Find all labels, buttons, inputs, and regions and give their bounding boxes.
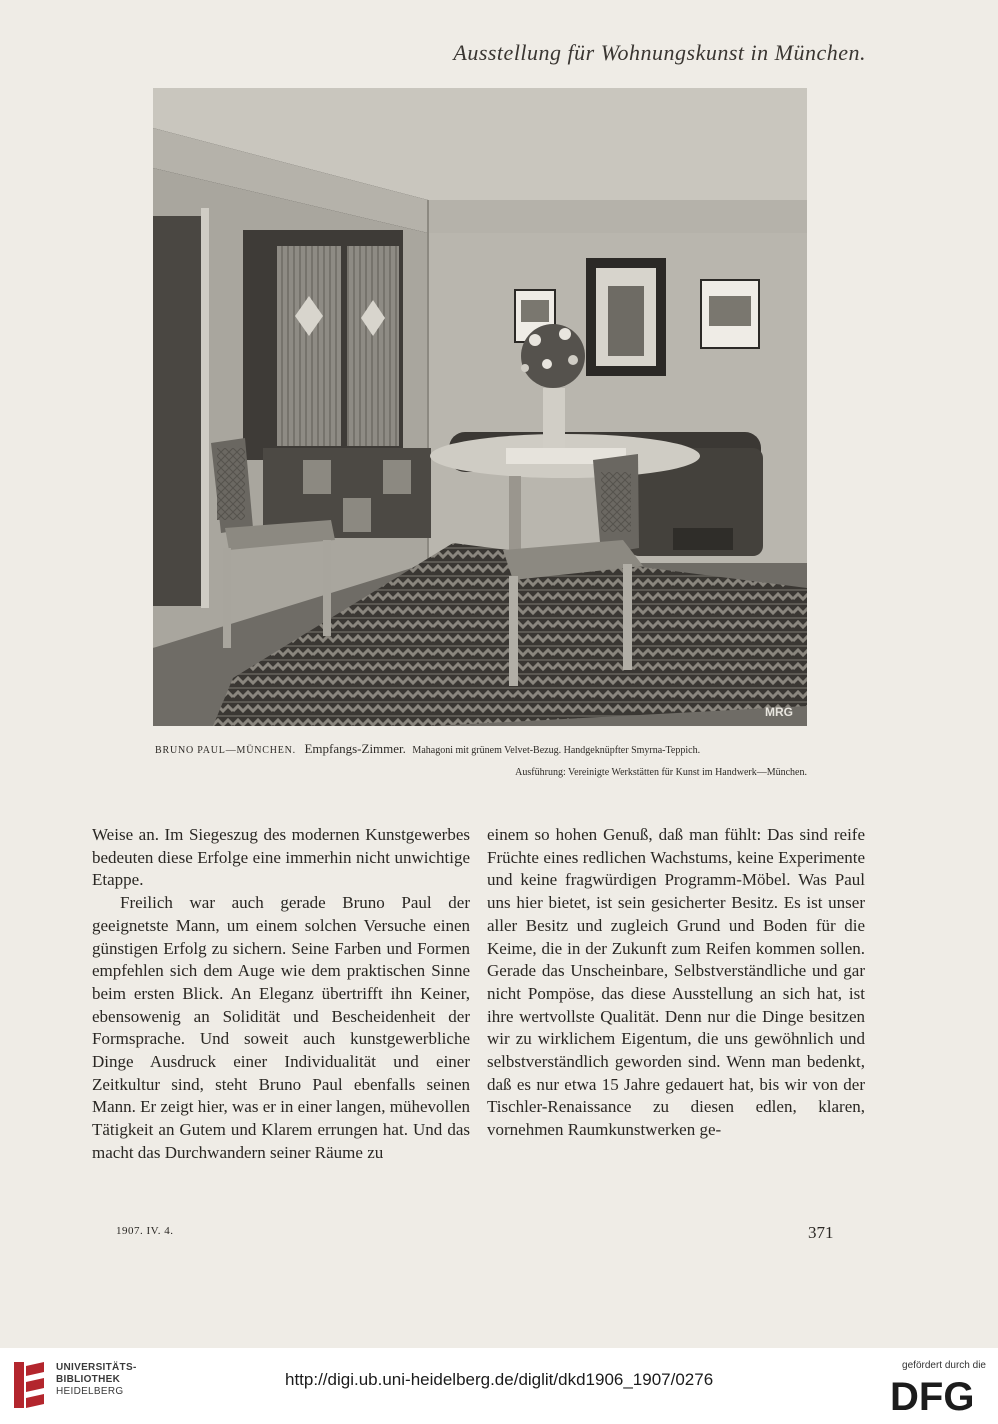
university-library-logo-icon [12, 1360, 46, 1410]
text-column-left [92, 824, 470, 1165]
caption-room: Empfangs-Zimmer. [304, 741, 406, 756]
caption-materials: Mahagoni mit grünem Velvet-Bezug. Handgeknüpfter Smyrna-Teppich. [412, 745, 701, 756]
running-head: Ausstellung für Wohnungskunst in München. [453, 40, 866, 65]
funded-by-label: gefördert durch die [902, 1360, 986, 1371]
paragraph: einem so hohen Genuß, daß man fühlt: Das sind reife Früchte eines redlichen Wachstums, keine Experimente und keine fragwürdigen Programm-Möbel. Was Paul uns hier bietet, ist sein gesicherter Besitz. Es ist unser aller Besitz und zugleich Grund und Boden für die Keime, die in der Zukunft zum Reifen kommen sollen. Gerade das Unscheinbare, Selbstverständliche und gar nicht Pompöse, das diese Ausstellung an sich hat, ist ihre wertvollste Qualität. Denn nur die Dinge besitzen wir zu wirklichem Eigentum, die uns gewöhnlich und selbstverständlich geworden sind. Wenn man bedenkt, daß es nur etwa 15 Jahre gedauert hat, bis wir von der Tischler-Renaissance zu diesen edlen, klaren, vornehmen Raumkunstwerken ge- [487, 825, 865, 1140]
institution-name: UNIVERSITÄTS- BIBLIOTHEK HEIDELBERG [56, 1362, 137, 1397]
svg-text:DFG: DFG [890, 1375, 975, 1414]
permalink-url[interactable]: http://digi.ub.uni-heidelberg.de/diglit/dkd1906_1907/0276 [285, 1370, 714, 1389]
dfg-logo-icon [888, 1374, 984, 1414]
caption-execution: Ausführung: Vereinigte Werkstätten für Kunst im Handwerk—München. [515, 767, 807, 778]
figure-caption [155, 741, 815, 757]
page-number: 371 [808, 1223, 834, 1242]
text-column-right [487, 824, 865, 1142]
paragraph: Freilich war auch gerade Bruno Paul der geeignetste Mann, um einem solchen Versuche einen günstigen Erfolg zu sichern. Seine Farben und Formen empfehlen sich dem Auge wie dem praktischen Sinne beim ersten Blick. An Eleganz übertrifft ihn Keiner, ebensowenig an Solidität und Bescheidenheit der Formsprache. Und soweit auch kunstgewerbliche Dinge Ausdruck einer Individualität und einer Zeitkultur sind, steht Bruno Paul ebenfalls seinen Mann. Er zeigt hier, was er in einer langen, mühevollen Tätigkeit an Gutem und Klarem errungen hat. Und das macht das Durchwandern seiner Räume zu [92, 893, 470, 1162]
room-photograph [153, 88, 807, 726]
room-photograph-drawing [153, 88, 807, 726]
caption-author: BRUNO PAUL—MÜNCHEN. [155, 745, 296, 756]
footer-bar [0, 1348, 998, 1424]
photo-monogram: MRG [765, 705, 793, 719]
issue-date: 1907. IV. 4. [116, 1225, 174, 1237]
paragraph: Weise an. Im Siegeszug des modernen Kunstgewerbes bedeuten diese Erfolge eine immerhin nicht unwichtige Etappe. [92, 825, 470, 890]
